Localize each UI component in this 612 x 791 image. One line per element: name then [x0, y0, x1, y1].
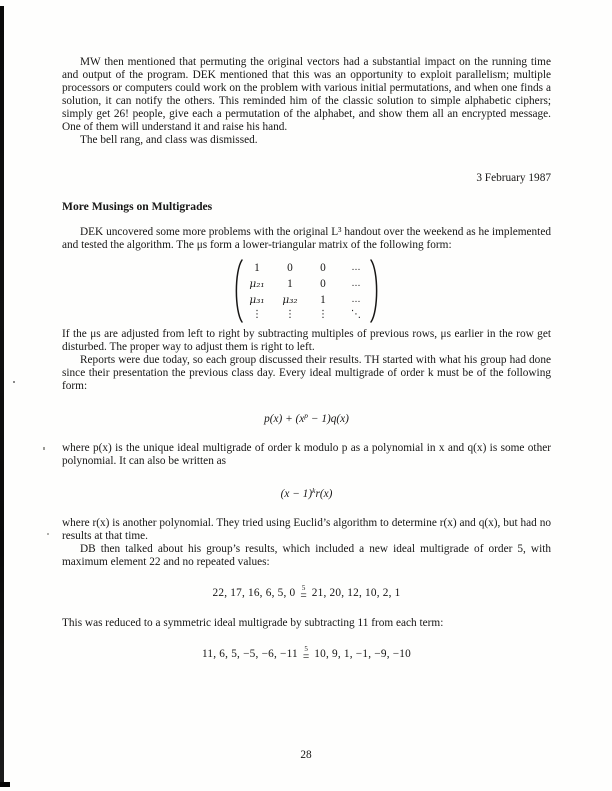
matrix-cell: 0 [287, 262, 293, 274]
matrix-cell: μ₃₁ [249, 294, 265, 306]
paragraph-mu-adjust: If the μs are adjusted from left to right by subtracting multiples of previous rows, μs earlier in the row get disturbed. The proper way to adjust them is right to left. [62, 328, 551, 353]
mu-matrix [231, 258, 382, 324]
equals-order-5: 5 = [302, 645, 310, 663]
matrix-cell: 1 [254, 262, 260, 274]
scan-speck [13, 381, 15, 383]
superscript-k: k [312, 486, 316, 495]
matrix-cell: 0 [320, 262, 326, 274]
matrix-cell: 1 [320, 294, 326, 306]
scan-speck [47, 533, 49, 535]
scan-edge-artifact [0, 6, 4, 782]
multigrade-right: 21, 20, 12, 10, 2, 1 [311, 586, 401, 599]
superscript-p: p [304, 411, 309, 420]
formula-multigrade [62, 585, 551, 601]
matrix-cell: ⋮ [252, 309, 262, 320]
date-line: 3 February 1987 [476, 172, 551, 184]
formula-ideal-form [62, 409, 551, 426]
matrix-cell: 1 [287, 278, 293, 290]
matrix-cell: … [351, 279, 361, 289]
scan-speck [43, 447, 45, 450]
matrix-cell: μ₃₂ [282, 294, 298, 306]
matrix-cell: ⋮ [318, 309, 328, 320]
paragraph-dek-uncovered: DEK uncovered some more problems with the original L³ handout over the weekend as he implemented and tested the algorithm. The μs form a lower-triangular matrix of the following form: [62, 226, 551, 251]
equals-order-5: 5 = [300, 584, 307, 602]
paragraph-db-results: DB then talked about his group’s results, which included a new ideal multigrade of order 5, with maximum element 22 and no repeated values: [62, 543, 551, 568]
matrix-cell: ⋮ [285, 309, 295, 320]
multigrade-left: 22, 17, 16, 6, 5, 0 [212, 586, 296, 599]
matrix-cell: μ₂₁ [249, 278, 265, 290]
paragraph-symmetric-reduction: This was reduced to a symmetric ideal multigrade by subtracting 11 from each term: [62, 617, 444, 629]
body-text [62, 56, 551, 678]
right-paren [369, 258, 382, 324]
left-paren [231, 258, 244, 324]
paragraph-bell-rang: The bell rang, and class was dismissed. [80, 134, 258, 146]
paragraph-where-p: where p(x) is the unique ideal multigrade of order k modulo p as a polynomial in x and q(x) is some other polynomial. It can also be written as [62, 442, 551, 467]
matrix-cell: … [351, 295, 361, 305]
symmetric-right: 10, 9, 1, −1, −9, −10 [314, 647, 412, 660]
matrix-cell: 0 [320, 278, 326, 290]
scan-edge-artifact-bottom [0, 782, 10, 787]
page-number: 28 [300, 749, 312, 761]
paragraph-permuting-vectors: MW then mentioned that permuting the original vectors had a substantial impact on the running time and output of the program. DEK mentioned that this was an opportunity to exploit parallelism; multiple processors or computers could work on the problem with various initial permutations, and when one finds a solution, it can notify the others. This reminded him of the classic solution to simple alphabetic ciphers; simply get 26! people, give each a permutation of the alphabet, and show them all an encrypted message. One of them will understand it and raise his hand. [62, 56, 551, 133]
mu-matrix-display [62, 258, 551, 324]
formula-ideal-form-expression: $p(x) + (x^p - 1)q(x)$ [264, 411, 349, 425]
paragraph-where-r: where r(x) is another polynomial. They tried using Euclid’s algorithm to determine r(x) and q(x), but had no results at that time. [62, 517, 551, 542]
symmetric-left: 11, 6, 5, −5, −6, −11 [201, 647, 298, 660]
matrix-cell: ⋱ [351, 309, 361, 320]
formula-factored-form-expression: $(x - 1)^kr(x)$ [280, 486, 333, 500]
formula-symmetric-multigrade [62, 646, 551, 662]
formula-factored-form [62, 484, 551, 501]
matrix-cell: … [351, 263, 361, 273]
section-heading: More Musings on Multigrades [62, 200, 213, 213]
matrix-grid [247, 261, 366, 321]
paragraph-reports-due: Reports were due today, so each group discussed their results. TH started with what his group had done since their presentation the previous class day. Every ideal multigrade of order k must be of the following form: [62, 354, 551, 392]
